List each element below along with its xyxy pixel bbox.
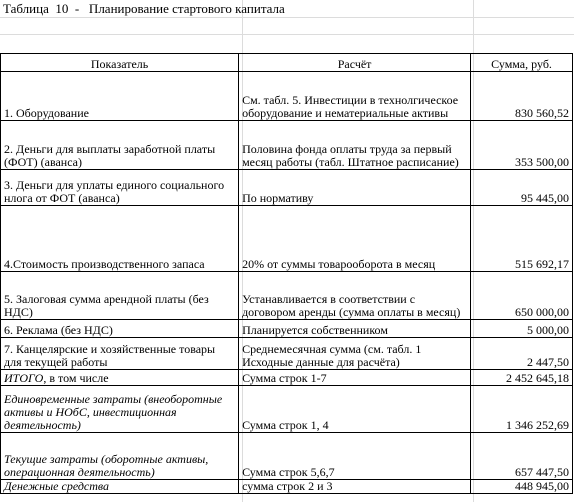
cell-indicator[interactable]: 3. Деньги для уплаты единого социального нлога от ФОТ (аванса) <box>1 170 239 206</box>
cell-calculation[interactable]: Планируется собственником <box>239 320 471 338</box>
cell-calculation[interactable]: Среднемесячная сумма (см. табл. 1 Исходные данные для расчёта) <box>239 338 471 370</box>
header-row <box>1 54 573 72</box>
table-row <box>1 338 573 370</box>
header-amount[interactable]: Сумма, руб. <box>471 54 573 72</box>
cell-amount[interactable]: 2 452 645,18 <box>471 370 573 386</box>
cell-amount[interactable]: 2 447,50 <box>471 338 573 370</box>
table-row <box>1 206 573 272</box>
startup-capital-table <box>0 53 573 494</box>
cell-amount[interactable]: 1 346 252,69 <box>471 386 573 433</box>
table-row <box>1 370 573 386</box>
cell-amount[interactable]: 5 000,00 <box>471 320 573 338</box>
cell-calculation[interactable]: По нормативу <box>239 170 471 206</box>
cell-indicator[interactable]: 1. Оборудование <box>1 72 239 121</box>
cell-amount[interactable]: 657 447,50 <box>471 433 573 480</box>
cell-amount[interactable]: 353 500,00 <box>471 121 573 170</box>
table-row <box>1 480 573 494</box>
table-row <box>1 272 573 320</box>
cell-calculation[interactable]: сумма строк 2 и 3 <box>239 480 471 494</box>
cell-amount[interactable]: 515 692,17 <box>471 206 573 272</box>
cell-amount[interactable]: 95 445,00 <box>471 170 573 206</box>
cell-indicator[interactable]: 4.Стоимость производственного запаса <box>1 206 239 272</box>
cell-calculation[interactable]: 20% от суммы товарооборота в месяц <box>239 206 471 272</box>
table-title: Таблица 10 - Планирование стартового капитала <box>3 1 285 16</box>
cell-indicator[interactable] <box>1 370 239 386</box>
table-row <box>1 386 573 433</box>
cell-amount[interactable]: 448 945,00 <box>471 480 573 494</box>
table-row <box>1 121 573 170</box>
header-calculation[interactable]: Расчёт <box>239 54 471 72</box>
cell-calculation[interactable]: Половина фонда оплаты труда за первый месяц работы (табл. Штатное расписание) <box>239 121 471 170</box>
cell-indicator[interactable]: Денежные средства <box>1 480 239 494</box>
cell-indicator[interactable]: Единовременные затраты (внеоборотные активы и НОбС, инвестиционная деятельность) <box>1 386 239 433</box>
cell-calculation[interactable]: См. табл. 5. Инвестиции в технолгическое оборудование и нематериальные активы <box>239 72 471 121</box>
cell-indicator[interactable]: Текущие затраты (оборотные активы, операционная деятельность) <box>1 433 239 480</box>
total-label-suffix: , в том числе <box>43 371 109 385</box>
cell-amount[interactable]: 830 560,52 <box>471 72 573 121</box>
table-row <box>1 320 573 338</box>
header-indicator[interactable]: Показатель <box>1 54 239 72</box>
cell-indicator[interactable]: 7. Канцелярские и хозяйственные товары для текущей работы <box>1 338 239 370</box>
cell-calculation[interactable]: Устанавливается в соответствии с договором аренды (сумма оплаты в месяц) <box>239 272 471 320</box>
table-row <box>1 170 573 206</box>
cell-indicator[interactable]: 2. Деньги для выплаты заработной платы (ФОТ) (аванса) <box>1 121 239 170</box>
cell-amount[interactable]: 650 000,00 <box>471 272 573 320</box>
cell-indicator[interactable]: 5. Залоговая сумма арендной платы (без НДС) <box>1 272 239 320</box>
cell-calculation[interactable]: Сумма строк 5,6,7 <box>239 433 471 480</box>
cell-calculation[interactable]: Сумма строк 1-7 <box>239 370 471 386</box>
cell-calculation[interactable]: Сумма строк 1, 4 <box>239 386 471 433</box>
total-label: ИТОГО <box>4 371 44 385</box>
table-row <box>1 72 573 121</box>
table-row <box>1 433 573 480</box>
cell-indicator[interactable]: 6. Реклама (без НДС) <box>1 320 239 338</box>
